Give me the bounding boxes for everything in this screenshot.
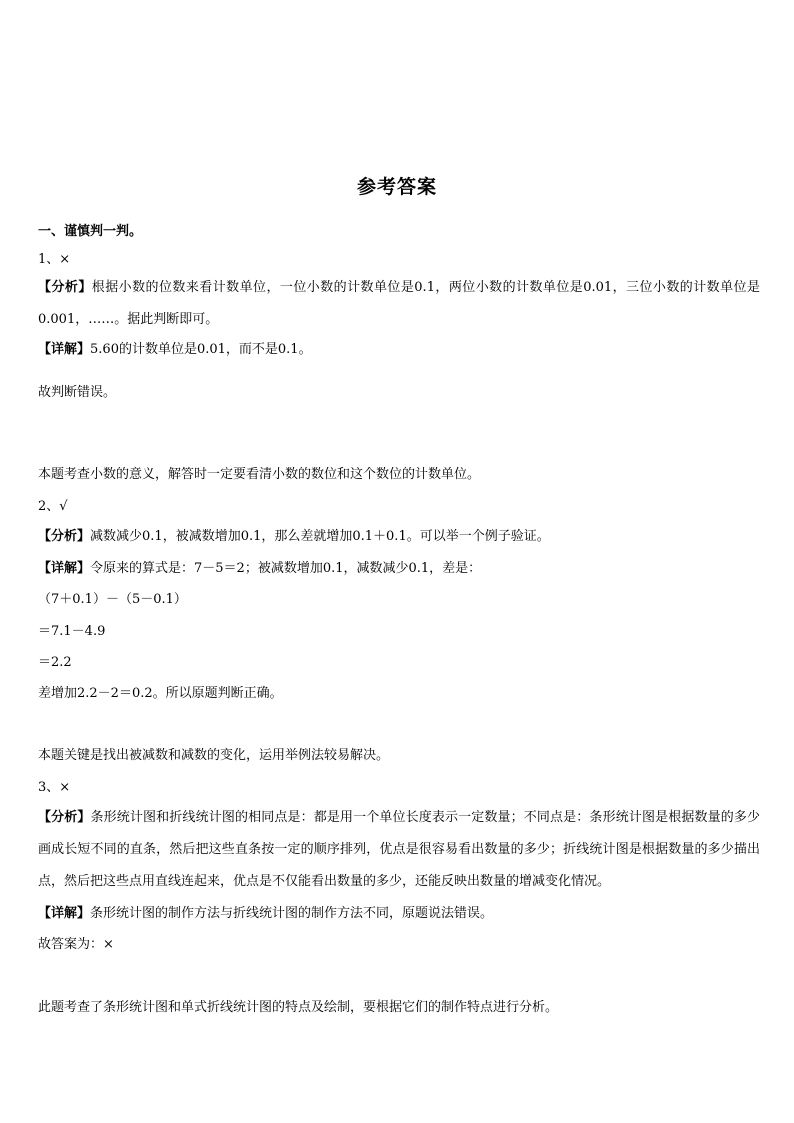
q2-step-1: （7＋0.1）－（5－0.1） [38,592,187,607]
q1-detail [38,340,760,360]
q2-detail [38,559,760,579]
analysis-tag: 【分析】 [38,280,92,295]
analysis-tag: 【分析】 [38,810,91,825]
q2-conclusion: 差增加2.2－2＝0.2。所以原题判断正确。 [38,686,283,701]
q3-summary: 此题考查了条形统计图和单式折线统计图的特点及绘制，要根据它们的制作特点进行分析。 [38,1000,559,1015]
detail-text: 令原来的算式是：7－5＝2；被减数增加0.1，减数减少0.1，差是： [90,561,482,576]
analysis-text: 减数减少0.1，被减数增加0.1，那么差就增加0.1＋0.1。可以举一个例子验证。 [90,529,550,544]
q2-analysis [38,527,760,547]
q2-step-3: ＝2.2 [38,655,72,670]
page-title: 参考答案 [356,176,437,198]
analysis-tag: 【分析】 [38,529,91,544]
detail-text: 5.60的计数单位是0.01，而不是0.1。 [90,342,312,357]
q2-step-2: ＝7.1－4.9 [38,624,106,639]
q2-number: 2、√ [38,499,68,514]
section-heading: 一、谨慎判一判。 [38,224,143,239]
analysis-text: 根据小数的位数来看计数单位，一位小数的计数单位是0.1，两位小数的计数单位是0.01，三位小数的计数单位是0.001，……。据此判断即可。 [38,280,760,327]
q2-summary: 本题关键是找出被减数和减数的变化，运用举例法较易解决。 [38,748,390,763]
detail-tag: 【详解】 [38,561,91,576]
q3-conclusion: 故答案为：× [38,937,114,952]
q3-detail [38,904,760,924]
analysis-text: 条形统计图和折线统计图的相同点是：都是用一个单位长度表示一定数量；不同点是：条形统计图是根据数量的多少画成长短不同的直条，然后把这些直条按一定的顺序排列，优点是很容易看出数量的多少；折线统计图是根据数量的多少描出点，然后把这些点用直线连起来，优点是不仅能看出数量的多少，还能反映出数量的增减变化情况。 [38,810,760,889]
q1-number: 1、× [38,252,71,267]
detail-tag: 【详解】 [38,342,91,357]
q1-conclusion: 故判断错误。 [38,385,117,400]
detail-tag: 【详解】 [38,906,91,921]
q1-analysis [38,272,760,336]
detail-text: 条形统计图的制作方法与折线统计图的制作方法不同，原题说法错误。 [90,906,494,921]
q1-summary: 本题考查小数的意义，解答时一定要看清小数的数位和这个数位的计数单位。 [38,467,481,482]
q3-analysis [38,802,760,898]
q3-number: 3、× [38,780,71,795]
